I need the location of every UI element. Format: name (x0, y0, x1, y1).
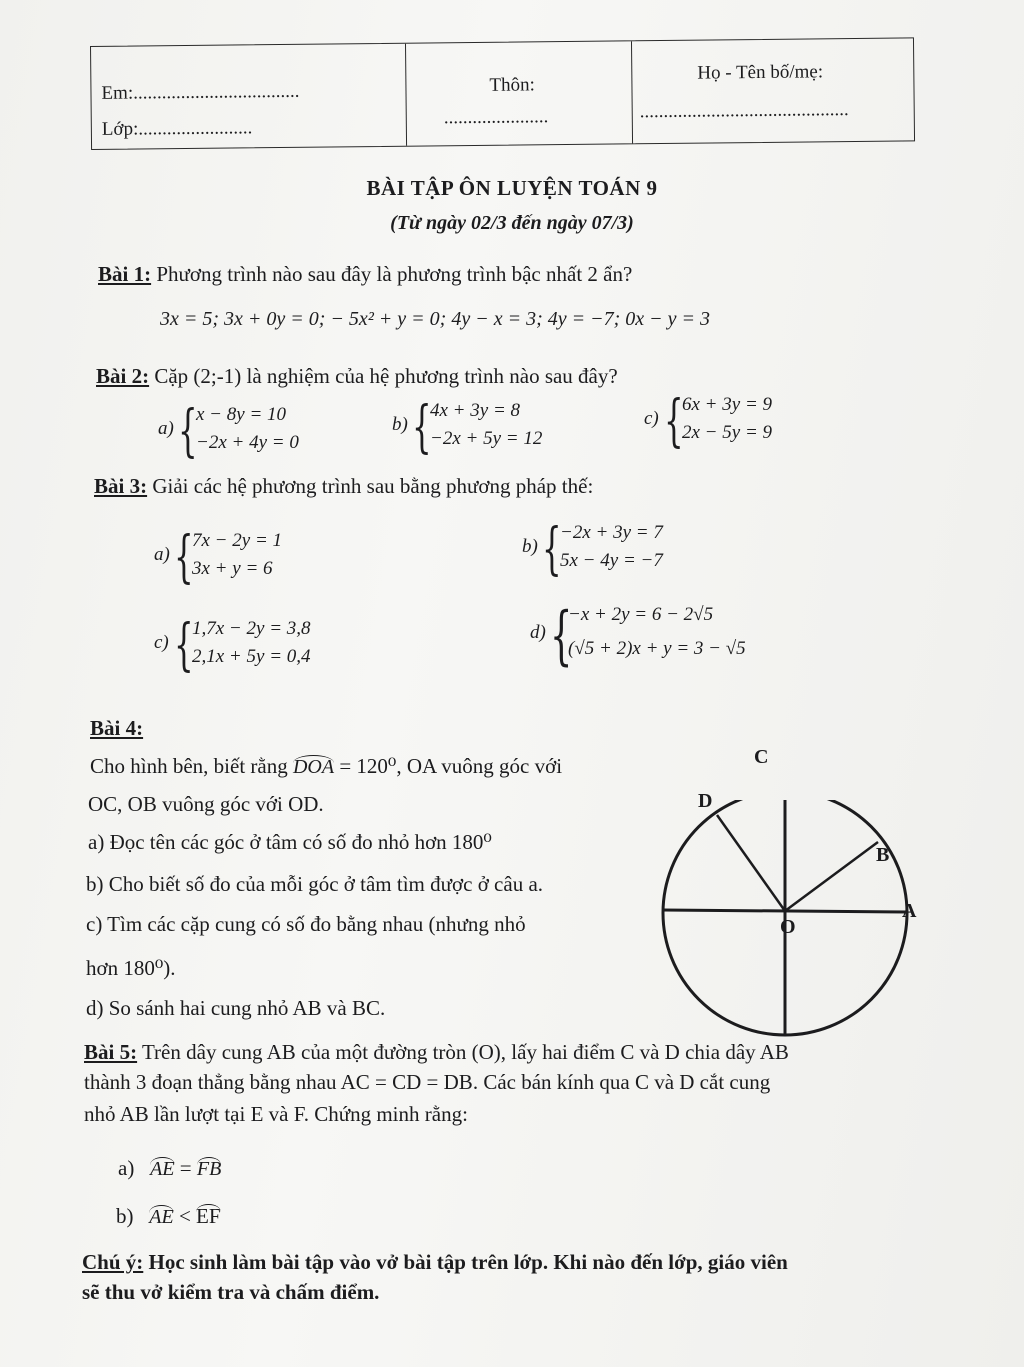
parent-name-label: Họ - Tên bố/mẹ: (697, 61, 824, 84)
arc-doa: DOA (292, 756, 335, 778)
note-line1 (82, 1250, 788, 1275)
bai1-text: Phương trình nào sau đây là phương trình bậc nhất 2 ẩn? (151, 262, 633, 286)
system-eq-1: 1,7x − 2y = 3,8 (192, 618, 311, 639)
bai4-line1 (90, 754, 562, 779)
bai2-label: Bài 2: (96, 364, 150, 388)
system-eq-1: −2x + 3y = 7 (560, 522, 663, 543)
part-label: a) (118, 1156, 135, 1180)
village-label: Thôn: (489, 74, 535, 96)
system-eq-1: x − 8y = 10 (196, 404, 287, 425)
system-eq-1: 4x + 3y = 8 (430, 400, 521, 421)
system-label: b) (522, 536, 538, 557)
bai4-text: Cho hình bên, biết rằng (90, 754, 293, 778)
brace-icon: { (664, 389, 684, 454)
system-label: c) (154, 632, 169, 653)
brace-icon: { (178, 399, 198, 464)
point-o-label: O (780, 916, 796, 938)
system-label: b) (392, 414, 408, 435)
operator: = (174, 1156, 197, 1180)
arc-fb: FB (196, 1158, 222, 1180)
operator: < (173, 1204, 197, 1228)
bai4-question-c-cont: hơn 180⁰). (86, 956, 176, 980)
note-label: Chú ý: (82, 1250, 144, 1274)
arc-ae: AE (150, 1158, 175, 1180)
note-text: Học sinh làm bài tập vào vở bài tập trên lớp. Khi nào đến lớp, giáo viên (143, 1250, 788, 1274)
point-c-label: C (754, 746, 769, 768)
bai4-question-d: d) So sánh hai cung nhỏ AB và BC. (86, 996, 386, 1020)
system-eq-1: 7x − 2y = 1 (192, 530, 283, 551)
worksheet-title: BÀI TẬP ÔN LUYỆN TOÁN 9 (366, 176, 658, 200)
worksheet-subtitle: (Từ ngày 02/3 đến ngày 07/3) (390, 212, 634, 234)
part-label: b) (116, 1204, 134, 1228)
circle-figure (620, 800, 920, 1040)
note-line2: sẽ thu vở kiểm tra và chấm điểm. (82, 1280, 380, 1304)
bai5-part-a (118, 1156, 221, 1181)
bai1-question (98, 262, 632, 287)
bai4-text: = 120⁰, OA vuông góc với (334, 754, 563, 778)
bai2-text: Cặp (2;-1) là nghiệm của hệ phương trình nào sau đây? (149, 364, 618, 388)
village-line: ...................... (443, 106, 549, 129)
bai2-question (96, 364, 618, 389)
system-eq-2: 3x + y = 6 (192, 558, 273, 579)
brace-icon: { (412, 395, 432, 460)
system-eq-2: 2,1x + 5y = 0,4 (192, 646, 311, 667)
radius-od (717, 815, 785, 911)
system-label: d) (530, 622, 546, 643)
bai5-line3: nhỏ AB lần lượt tại E và F. Chứng minh rằng: (84, 1102, 468, 1126)
arc-ae: AE (149, 1206, 174, 1228)
bai4-question-c: c) Tìm các cặp cung có số đo bằng nhau (nhưng nhỏ (86, 912, 526, 936)
system-eq-2: 5x − 4y = −7 (560, 550, 663, 571)
radius-ob (785, 842, 878, 911)
system-label: a) (158, 418, 174, 439)
bai4-question-b: b) Cho biết số đo của mỗi góc ở tâm tìm được ở câu a. (86, 872, 544, 896)
brace-icon: { (550, 599, 573, 673)
system-eq-1: 6x + 3y = 9 (682, 394, 773, 415)
bai3-question (94, 474, 593, 499)
bai1-equations: 3x = 5; 3x + 0y = 0; − 5x² + y = 0; 4y − x = 3; 4y = −7; 0x − y = 3 (160, 308, 711, 330)
brace-icon: { (174, 525, 194, 590)
point-d-label: D (698, 790, 713, 812)
brace-icon: { (174, 613, 194, 678)
system-eq-2: −2x + 4y = 0 (196, 432, 299, 453)
arc-ef: EF (196, 1204, 221, 1228)
bai5-text: Trên dây cung AB của một đường tròn (O), lấy hai điểm C và D chia dây AB (137, 1040, 789, 1064)
bai5-line1 (84, 1040, 789, 1065)
bai1-label: Bài 1: (98, 262, 152, 286)
bai5-label: Bài 5: (84, 1040, 138, 1064)
system-eq-1: −x + 2y = 6 − 2√5 (568, 604, 714, 625)
bai5-part-b (116, 1204, 221, 1229)
system-eq-2: 2x − 5y = 9 (682, 422, 773, 443)
system-label: c) (644, 408, 659, 429)
student-name-field: Em:................................... (101, 80, 300, 104)
bai4-question-a: a) Đọc tên các góc ở tâm có số đo nhỏ hơn 180⁰ (88, 830, 492, 854)
system-label: a) (154, 544, 170, 565)
point-b-label: B (876, 844, 890, 866)
bai4-label: Bài 4: (90, 716, 144, 740)
system-eq-2: (√5 + 2)x + y = 3 − √5 (568, 638, 746, 659)
class-field: Lớp:........................ (101, 117, 253, 140)
bai5-line2: thành 3 đoạn thẳng bằng nhau AC = CD = DB. Các bán kính qua C và D cắt cung (84, 1070, 771, 1094)
point-a-label: A (902, 900, 917, 922)
brace-icon: { (542, 517, 562, 582)
system-eq-2: −2x + 5y = 12 (430, 428, 543, 449)
bai3-label: Bài 3: (94, 474, 148, 498)
student-info-table (90, 37, 915, 150)
parent-name-line: ............................................ (639, 99, 849, 123)
bai3-text: Giải các hệ phương trình sau bằng phương pháp thế: (147, 474, 594, 498)
bai4-line2: OC, OB vuông góc với OD. (88, 792, 324, 816)
